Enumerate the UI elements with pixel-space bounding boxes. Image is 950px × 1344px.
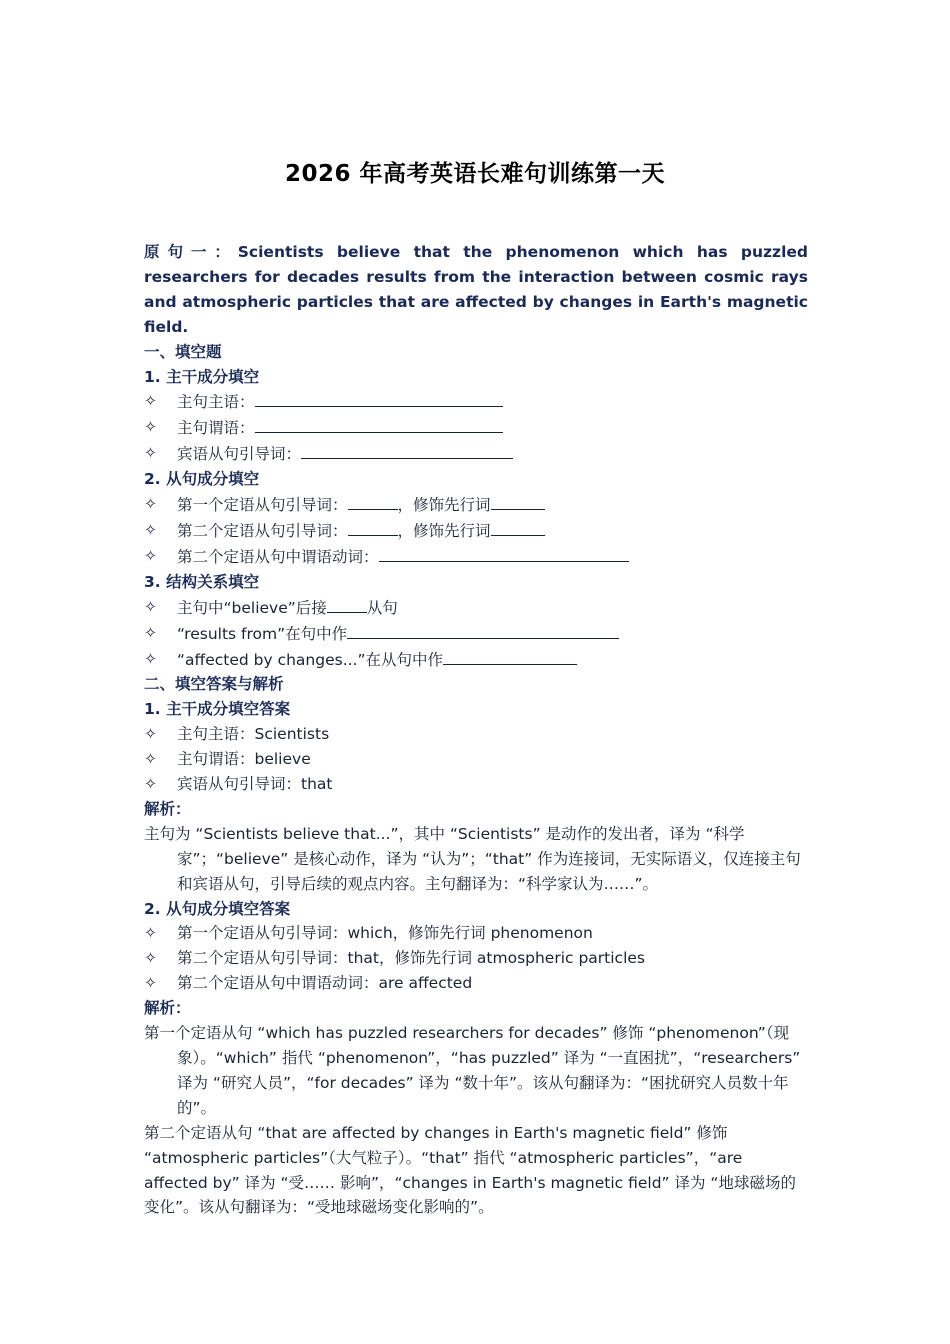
answer-item: ✧ 主句谓语：believe: [144, 747, 808, 772]
bullet-icon: ✧: [144, 775, 157, 794]
answer-blank[interactable]: [491, 518, 545, 536]
bullet-icon: ✧: [144, 444, 157, 463]
analysis-text: 第一个定语从句 “which has puzzled researchers for decades” 修饰 “phenomenon”（现象）。“which” 指代 “phenomenon”，“has puzzled” 译为 “一直困扰”，“researchers” 译为 “研究人员”，“for decades” 译为 “数十年”。该从句翻译为：“困扰研究人员数十年的”。: [144, 1024, 801, 1117]
answer-blank[interactable]: [443, 647, 577, 665]
fill-item: ✧ 第二个定语从句中谓语动词：: [144, 544, 808, 570]
bullet-icon: ✧: [144, 392, 157, 411]
answer-item: ✧ 第一个定语从句引导词：which，修饰先行词 phenomenon: [144, 921, 808, 946]
bullet-icon: ✧: [144, 546, 157, 565]
bullet-icon: ✧: [144, 597, 157, 616]
bullet-icon: ✧: [144, 623, 157, 642]
answer-item: ✧ 主句主语：Scientists: [144, 722, 808, 747]
answer-blank[interactable]: [491, 492, 545, 510]
original-sentence: 原句一：Scientists believe that the phenomenon which has puzzled researchers for decades results from the interaction between cosmic rays and atmospheric particles that are affected by changes in Earth's magnetic field.: [144, 243, 808, 336]
fill-item: ✧ 主句中“believe”后接 从句: [144, 595, 808, 621]
part1-heading: 一、填空题: [144, 342, 222, 361]
answer-blank[interactable]: [327, 595, 367, 613]
answer-blank[interactable]: [255, 415, 503, 433]
answer2-heading: 2. 从句成分填空答案: [144, 899, 291, 918]
fill-item: ✧ 第一个定语从句引导词： ，修饰先行词: [144, 492, 808, 518]
analysis-text: 第二个定语从句 “that are affected by changes in Earth's magnetic field” 修饰 “atmospheric particles”（大气粒子）。“that” 指代 “atmospheric particles”，“are affected by” 译为 “受…… 影响”，“changes in Earth's magnetic field” 译为 “地球磁场的变化”。该从句翻译为：“受地球磁场变化影响的”。: [144, 1123, 796, 1217]
fill-item: ✧ “affected by changes...”在从句中作: [144, 647, 808, 673]
answer1-heading: 1. 主干成分填空答案: [144, 700, 291, 719]
analysis-label: 解析：: [144, 999, 191, 1018]
answer-blank[interactable]: [379, 544, 629, 562]
fill-item: ✧ 主句主语：: [144, 389, 808, 415]
section2-heading: 2. 从句成分填空: [144, 470, 260, 489]
bullet-icon: ✧: [144, 649, 157, 668]
answer-item: ✧ 第二个定语从句引导词：that，修饰先行词 atmospheric particles: [144, 946, 808, 971]
answer-blank[interactable]: [255, 389, 503, 407]
bullet-icon: ✧: [144, 418, 157, 437]
section1-heading: 1. 主干成分填空: [144, 367, 260, 386]
section3-heading: 3. 结构关系填空: [144, 572, 260, 591]
bullet-icon: ✧: [144, 750, 157, 769]
fill-item: ✧ “results from”在句中作: [144, 621, 808, 647]
fill-item: ✧ 主句谓语：: [144, 415, 808, 441]
answer-blank[interactable]: [348, 492, 398, 510]
bullet-icon: ✧: [144, 974, 157, 993]
answer-item: ✧ 宾语从句引导词：that: [144, 772, 808, 797]
fill-item: ✧ 第二个定语从句引导词： ，修饰先行词: [144, 518, 808, 544]
bullet-icon: ✧: [144, 495, 157, 514]
analysis-label: 解析：: [144, 799, 191, 818]
document-body: [144, 240, 808, 1220]
bullet-icon: ✧: [144, 949, 157, 968]
bullet-icon: ✧: [144, 924, 157, 943]
answer-blank[interactable]: [347, 621, 619, 639]
analysis-text: 主句为 “Scientists believe that...”，其中 “Scientists” 是动作的发出者，译为 “科学家”；“believe” 是核心动作，译为 “认为”；“that” 作为连接词，无实际语义，仅连接主句和宾语从句，引导后续的观点内容。主句翻译为：“科学家认为……”。: [144, 824, 801, 893]
bullet-icon: ✧: [144, 520, 157, 539]
bullet-icon: ✧: [144, 725, 157, 744]
answer-item: ✧ 第二个定语从句中谓语动词：are affected: [144, 971, 808, 996]
answer-blank[interactable]: [348, 518, 398, 536]
answer-blank[interactable]: [301, 441, 513, 459]
fill-item: ✧ 宾语从句引导词：: [144, 441, 808, 467]
page-title: 2026 年高考英语长难句训练第一天: [284, 161, 666, 187]
part2-heading: 二、填空答案与解析: [144, 675, 284, 694]
